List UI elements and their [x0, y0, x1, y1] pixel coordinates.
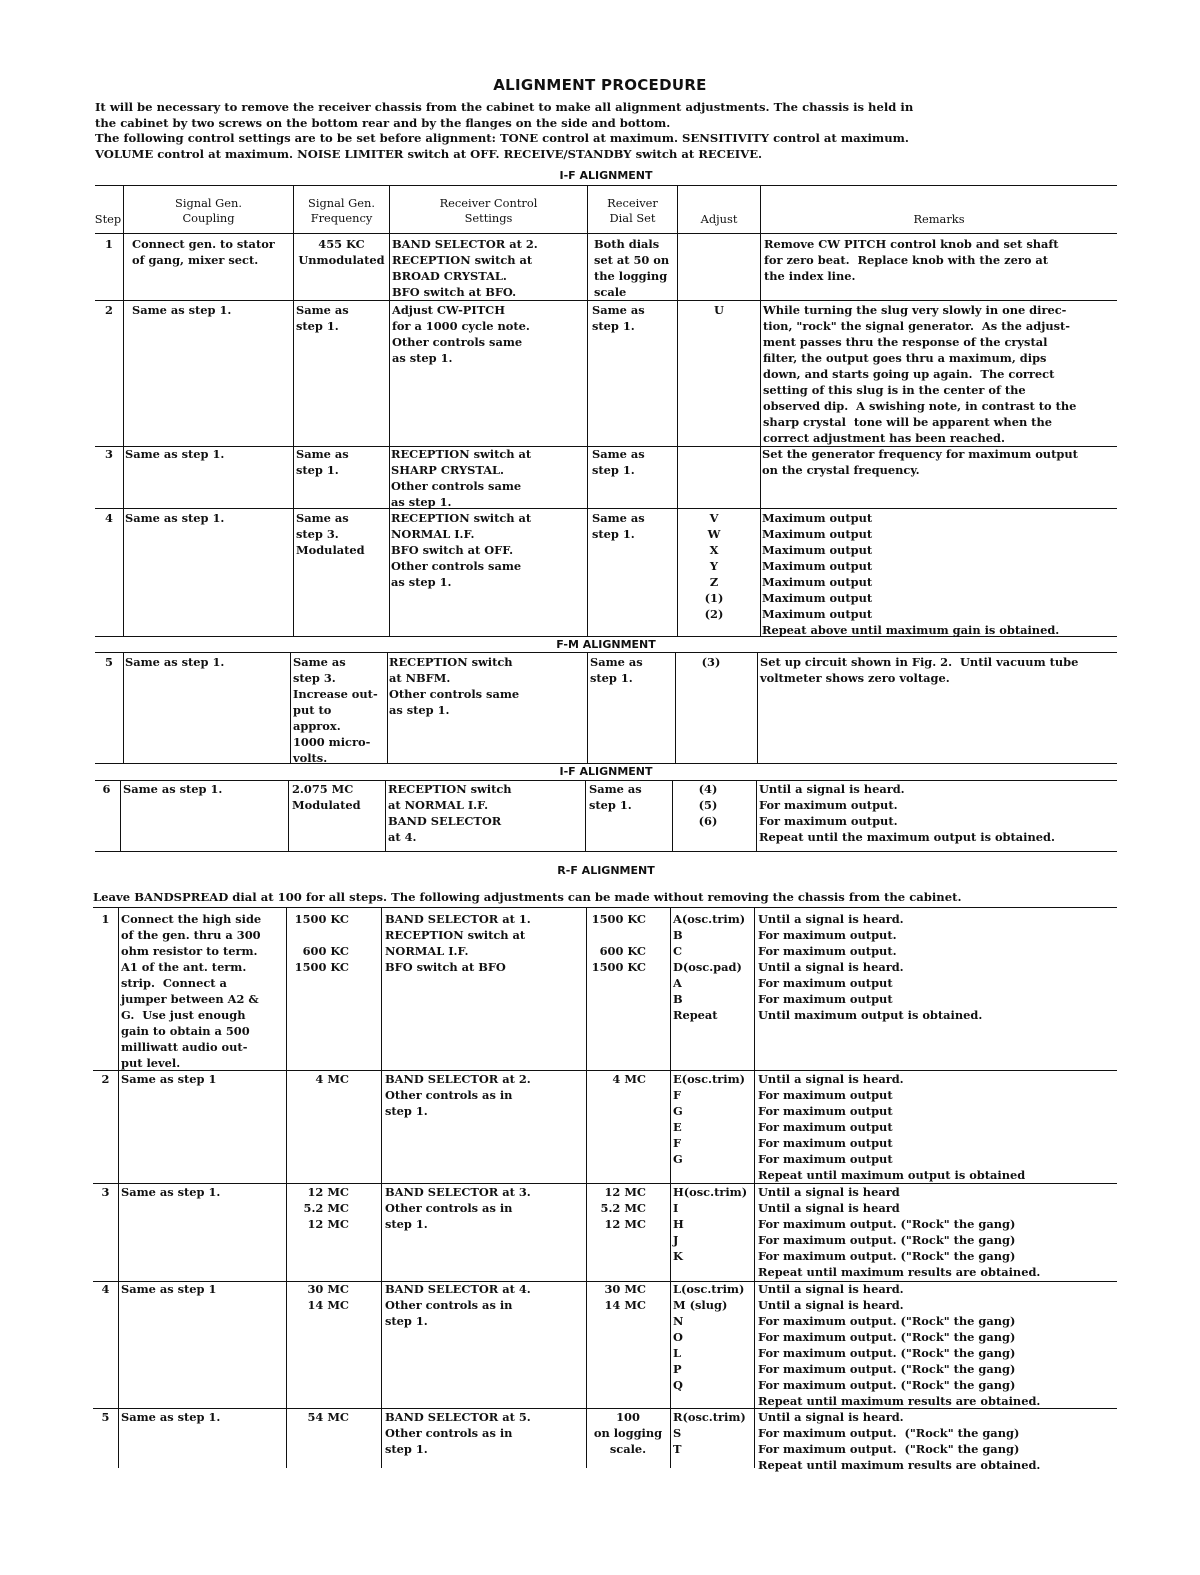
adjust-cell: (4) (5) (6)	[698, 782, 718, 828]
frequency-cell: Same as step 3. Modulated	[296, 511, 365, 557]
page-title: ALIGNMENT PROCEDURE	[493, 76, 707, 94]
coupling-cell: Connect gen. to stator of gang, mixer sect.	[132, 237, 275, 267]
dial-cell: 12 MC 5.2 MC 12 MC	[600, 1185, 646, 1231]
intro-line: The following control settings are to be set before alignment: TONE control at maximum. SENSITIVITY control at maximum.	[95, 131, 909, 145]
coupling-cell: Same as step 1.	[123, 782, 223, 796]
remarks-cell: Maximum output Maximum output Maximum output Maximum output Maximum output Maximum output Maximum output Repeat above until maximum gain is obtained.	[762, 511, 1060, 637]
column-divider	[756, 781, 757, 851]
settings-cell: BAND SELECTOR at 3. Other controls as in step 1.	[385, 1185, 531, 1231]
step-number: 1	[105, 237, 113, 251]
frequency-cell: 455 KC Unmodulated	[298, 237, 385, 267]
rule	[95, 185, 1117, 186]
step-number: 1	[101, 912, 110, 926]
settings-cell: BAND SELECTOR at 5. Other controls as in step 1.	[385, 1410, 531, 1456]
dial-cell: 100 on logging scale.	[593, 1410, 663, 1456]
adjust-cell: R(osc.trim) S T	[673, 1410, 746, 1456]
column-divider	[587, 186, 588, 636]
frequency-cell: Same as step 1.	[296, 303, 349, 333]
frequency-cell: 54 MC	[307, 1410, 349, 1424]
rule	[95, 652, 1117, 653]
coupling-cell: Same as step 1.	[121, 1410, 221, 1424]
step-number: 2	[105, 303, 113, 317]
coupling-cell: Same as step 1	[121, 1282, 217, 1296]
column-divider	[754, 908, 755, 1468]
section-heading-if: I-F ALIGNMENT	[559, 169, 653, 182]
header-frequency: Signal Gen. Frequency	[308, 196, 375, 225]
header-step: Step	[94, 212, 122, 226]
settings-cell: BAND SELECTOR at 1. RECEPTION switch at NORMAL I.F. BFO switch at BFO	[385, 912, 531, 974]
remarks-cell: Set up circuit shown in Fig. 2. Until vacuum tube voltmeter shows zero voltage.	[760, 655, 1079, 685]
dial-cell: 1500 KC 600 KC 1500 KC	[591, 912, 646, 974]
settings-cell: RECEPTION switch at NBFM. Other controls same as step 1.	[389, 655, 520, 717]
column-divider	[381, 908, 382, 1468]
remarks-cell: Until a signal is heard Until a signal is heard For maximum output. ("Rock" the gang) For maximum output. ("Rock" the gang) For maximum output. ("Rock" the gang) Repeat until maximum results are obtained.	[758, 1185, 1041, 1279]
settings-cell: RECEPTION switch at SHARP CRYSTAL. Other controls same as step 1.	[391, 447, 532, 509]
step-number: 4	[101, 1282, 110, 1296]
frequency-cell: 2.075 MC Modulated	[292, 782, 361, 812]
coupling-cell: Same as step 1.	[121, 1185, 221, 1199]
column-divider	[120, 781, 121, 851]
intro-paragraph	[95, 100, 1125, 162]
frequency-cell: 30 MC 14 MC	[307, 1282, 349, 1312]
frequency-cell: 4 MC	[315, 1072, 349, 1086]
remarks-cell: Until a signal is heard. For maximum output. For maximum output. Until a signal is heard. For maximum output For maximum output Until maximum output is obtained.	[758, 912, 983, 1022]
dial-cell: Both dials set at 50 on the logging scale	[594, 237, 670, 299]
dial-cell: 30 MC 14 MC	[604, 1282, 646, 1312]
rule	[93, 907, 1117, 908]
step-number: 3	[105, 447, 113, 461]
rf-note: Leave BANDSPREAD dial at 100 for all steps. The following adjustments can be made without removing the chassis from the cabinet.	[93, 890, 962, 904]
remarks-cell: Until a signal is heard. For maximum output. ("Rock" the gang) For maximum output. ("Rock" the gang) Repeat until maximum results are obtained.	[758, 1410, 1041, 1472]
column-divider	[389, 186, 390, 636]
step-number: 6	[102, 782, 111, 796]
column-divider	[387, 653, 388, 763]
header-remarks: Remarks	[913, 212, 965, 226]
settings-cell: BAND SELECTOR at 2. RECEPTION switch at BROAD CRYSTAL. BFO switch at BFO.	[392, 237, 538, 299]
coupling-cell: Same as step 1.	[132, 303, 232, 317]
column-divider	[587, 653, 588, 763]
column-divider	[760, 186, 761, 636]
dial-cell: Same as step 1.	[589, 782, 642, 812]
step-number: 4	[105, 511, 113, 525]
rule	[95, 508, 1117, 509]
settings-cell: BAND SELECTOR at 2. Other controls as in step 1.	[385, 1072, 531, 1118]
column-divider	[123, 653, 124, 763]
coupling-cell: Same as step 1.	[125, 655, 225, 669]
step-number: 3	[101, 1185, 110, 1199]
remarks-cell: Set the generator frequency for maximum output on the crystal frequency.	[762, 447, 1078, 477]
column-divider	[385, 781, 386, 851]
settings-cell: RECEPTION switch at NORMAL I.F. BFO switch at OFF. Other controls same as step 1.	[391, 511, 532, 589]
settings-cell: Adjust CW-PITCH for a 1000 cycle note. Other controls same as step 1.	[392, 303, 530, 365]
adjust-cell: E(osc.trim) F G E F G	[673, 1072, 746, 1166]
section-heading-fm: F-M ALIGNMENT	[556, 638, 656, 651]
remarks-cell: Until a signal is heard. Until a signal is heard. For maximum output. ("Rock" the gang) For maximum output. ("Rock" the gang) For maximum output. ("Rock" the gang) For maximum output. ("Rock" the gang) For maximum output. ("Rock" the gang) Repeat until maximum results are obtained.	[758, 1282, 1041, 1408]
header-coupling: Signal Gen. Coupling	[175, 196, 242, 225]
adjust-cell: (3)	[701, 655, 721, 669]
coupling-cell: Same as step 1.	[125, 447, 225, 461]
intro-line: It will be necessary to remove the receiver chassis from the cabinet to make all alignment adjustments. The chassis is held in	[95, 100, 914, 114]
remarks-cell: Until a signal is heard. For maximum output. For maximum output. Repeat until the maximum output is obtained.	[759, 782, 1055, 844]
coupling-cell: Connect the high side of the gen. thru a 300 ohm resistor to term. A1 of the ant. term. strip. Connect a jumper between A2 & G. Use just enough gain to obtain a 500 milliwatt audio out- put level.	[121, 912, 262, 1070]
rule	[95, 763, 1117, 764]
column-divider	[288, 781, 289, 851]
coupling-cell: Same as step 1.	[125, 511, 225, 525]
settings-cell: RECEPTION switch at NORMAL I.F. BAND SELECTOR at 4.	[388, 782, 512, 844]
remarks-cell: Remove CW PITCH control knob and set shaft for zero beat. Replace knob with the zero at the index line.	[764, 237, 1059, 283]
column-divider	[123, 186, 124, 636]
dial-cell: 4 MC	[612, 1072, 646, 1086]
column-divider	[118, 908, 119, 1468]
header-settings: Receiver Control Settings	[439, 196, 538, 225]
dial-cell: Same as step 1.	[592, 303, 645, 333]
settings-cell: BAND SELECTOR at 4. Other controls as in step 1.	[385, 1282, 531, 1328]
coupling-cell: Same as step 1	[121, 1072, 217, 1086]
dial-cell: Same as step 1.	[592, 511, 645, 541]
remarks-cell: While turning the slug very slowly in one direc- tion, "rock" the signal generator. As the adjust- ment passes thru the response of the crystal filter, the output goes thru a maximum, dips down, and starts going up again. The correct setting of this slug is in the center of the observed dip. A swishing note, in contrast to the sharp crystal tone will be apparent when the correct adjustment has been reached.	[763, 303, 1077, 445]
column-divider	[757, 653, 758, 763]
intro-line: the cabinet by two screws on the bottom rear and by the flanges on the side and bottom.	[95, 115, 671, 130]
rule	[95, 851, 1117, 852]
rule	[95, 233, 1117, 234]
rule	[95, 300, 1117, 301]
adjust-cell: A(osc.trim) B C D(osc.pad) A B Repeat	[673, 912, 746, 1022]
frequency-cell: 12 MC 5.2 MC 12 MC	[303, 1185, 349, 1231]
adjust-cell: U	[714, 303, 724, 317]
adjust-cell: H(osc.trim) I H J K	[673, 1185, 748, 1263]
column-divider	[670, 908, 671, 1468]
frequency-cell: Same as step 3. Increase out- put to approx. 1000 micro- volts.	[293, 655, 378, 765]
dial-cell: Same as step 1.	[590, 655, 643, 685]
column-divider	[290, 653, 291, 763]
section-heading-if-2: I-F ALIGNMENT	[559, 765, 653, 778]
dial-cell: Same as step 1.	[592, 447, 645, 477]
step-number: 5	[105, 655, 113, 669]
adjust-cell: V W X Y Z (1) (2)	[704, 511, 724, 621]
frequency-cell: 1500 KC 600 KC 1500 KC	[294, 912, 349, 974]
section-heading-rf: R-F ALIGNMENT	[557, 864, 655, 877]
intro-line: VOLUME control at maximum. NOISE LIMITER switch at OFF. RECEIVE/STANDBY switch at RECEIVE.	[95, 146, 763, 161]
adjust-cell: L(osc.trim) M (slug) N O L P Q	[673, 1282, 745, 1392]
remarks-cell: Until a signal is heard. For maximum output For maximum output For maximum output For maximum output For maximum output Repeat until maximum output is obtained	[758, 1072, 1026, 1182]
column-divider	[585, 781, 586, 851]
step-number: 5	[101, 1410, 110, 1424]
step-number: 2	[101, 1072, 110, 1086]
header-dial: Receiver Dial Set	[607, 196, 658, 225]
header-adjust: Adjust	[700, 212, 738, 226]
frequency-cell: Same as step 1.	[296, 447, 349, 477]
